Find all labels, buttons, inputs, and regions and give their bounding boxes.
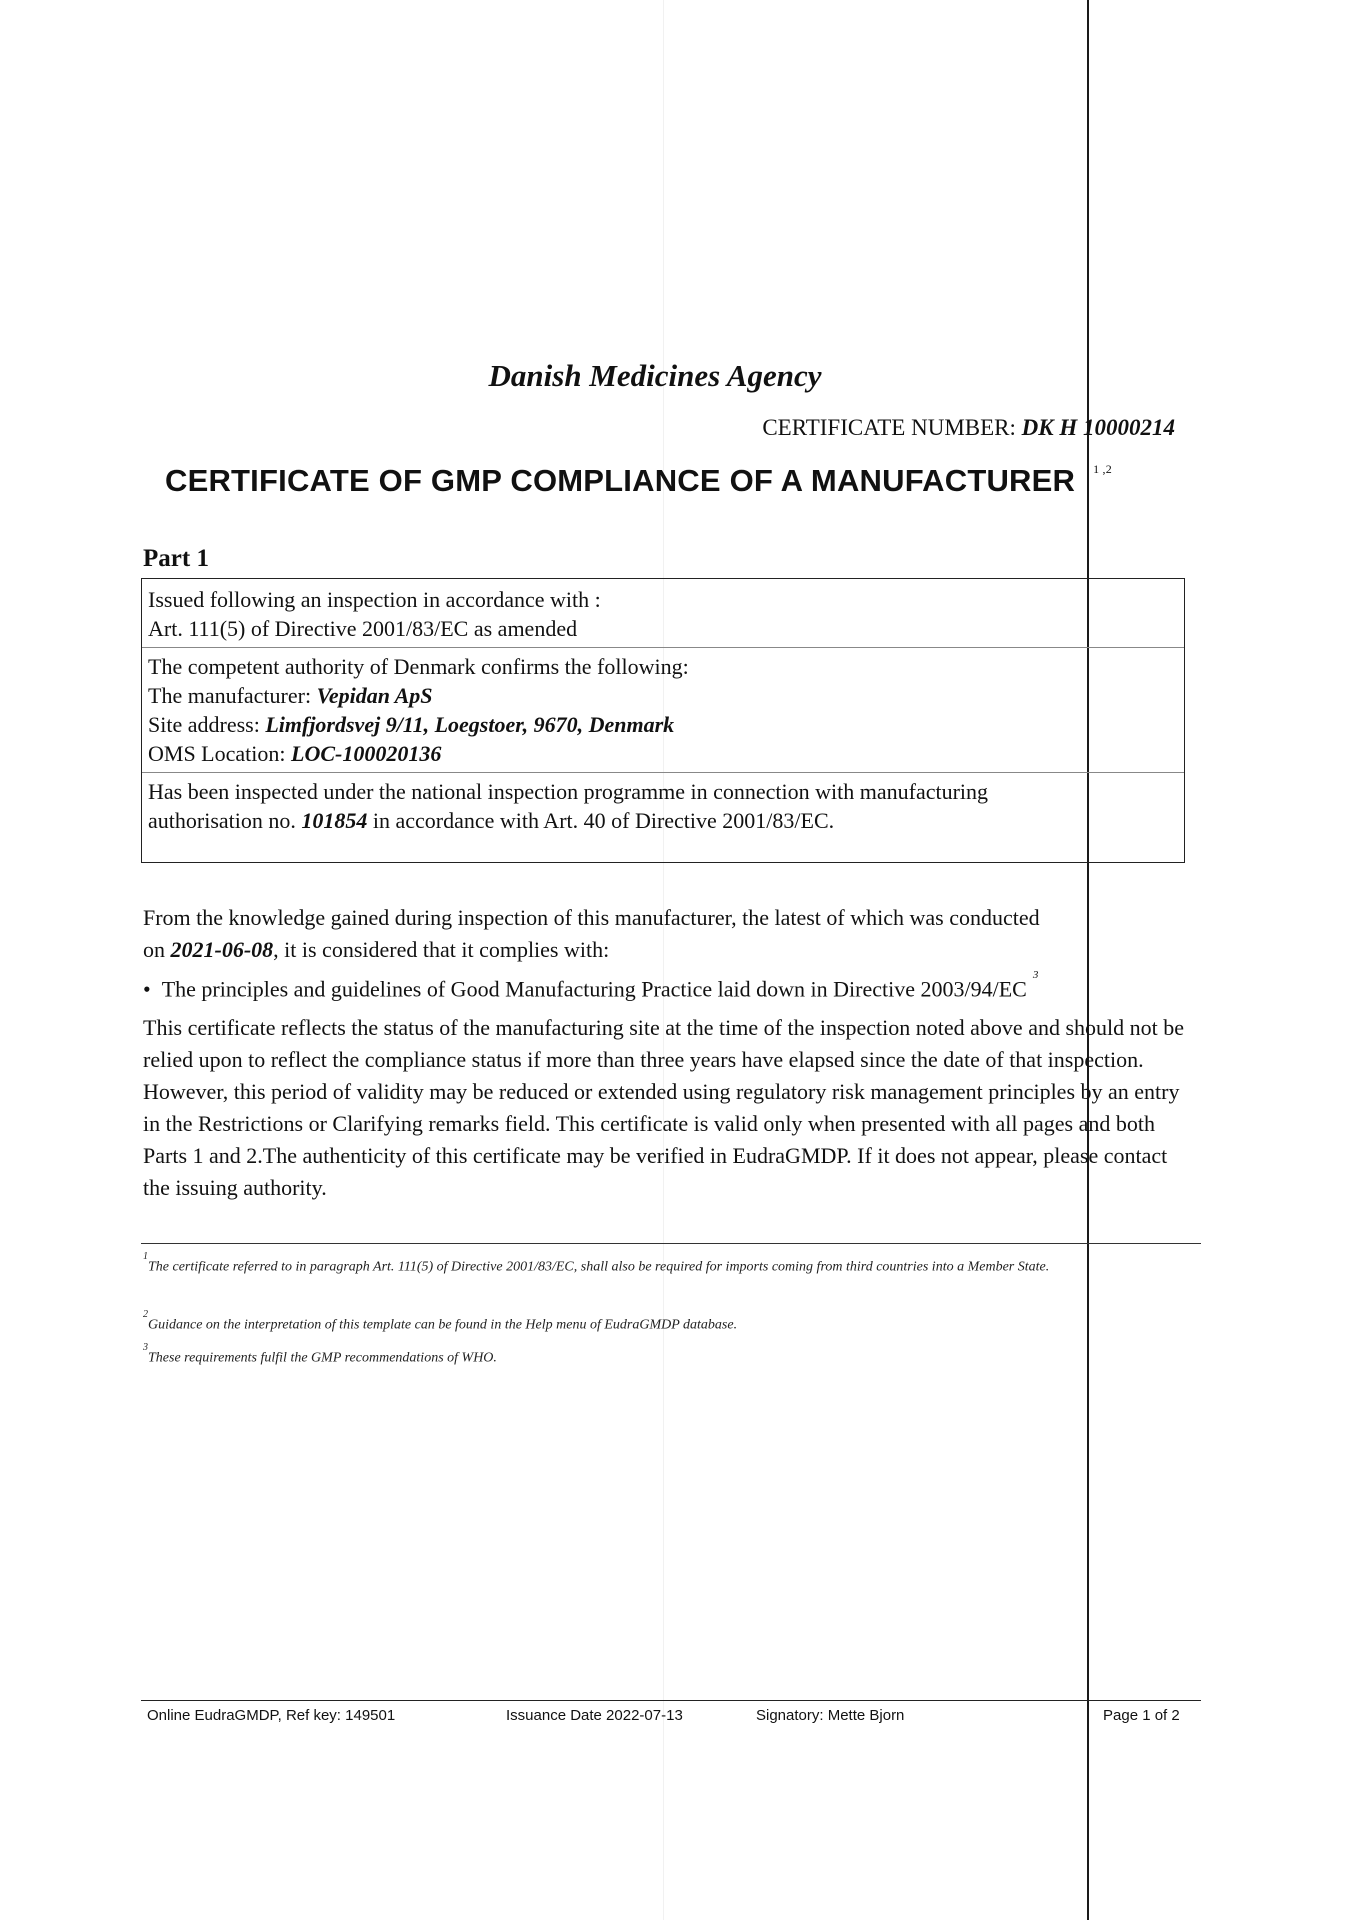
footer-page: Page 1 of 2 [1103, 1707, 1180, 1724]
footnote-3-num: 3 [143, 1342, 148, 1353]
footer-divider [141, 1700, 1201, 1701]
footnote-2-num: 2 [143, 1309, 148, 1320]
footnote-divider [141, 1243, 1201, 1244]
inspection-date: 2021-06-08 [170, 937, 274, 962]
knowledge-line-2 [143, 934, 1193, 966]
knowledge-on: on [143, 937, 165, 962]
footnote-1 [143, 1252, 1183, 1279]
oms-value: LOC-100020136 [291, 741, 442, 766]
part-label: Part 1 [143, 545, 209, 572]
issued-line-2: Art. 111(5) of Directive 2001/83/EC as amended [148, 616, 578, 641]
manufacturer-value: Vepidan ApS [316, 683, 433, 708]
footnote-2 [143, 1310, 1183, 1337]
footnote-3 [143, 1343, 1183, 1370]
bullet-item [143, 970, 1038, 1004]
box-divider [142, 772, 1184, 773]
footnote-1-num: 1 [143, 1251, 148, 1262]
oms-label: OMS Location: [148, 741, 286, 766]
document-title-wrap [165, 463, 1112, 499]
site-value: Limfjordsvej 9/11, Loegstoer, 9670, Denmark [265, 712, 675, 737]
footer-signatory: Signatory: Mette Bjorn [756, 1707, 905, 1724]
inspected-pre: authorisation no. [148, 808, 296, 833]
footnote-3-text: These requirements fulfil the GMP recommendations of WHO. [148, 1350, 497, 1366]
inspected-line-1: Has been inspected under the national inspection programme in connection with manufacturing [148, 779, 989, 804]
confirms-line: The competent authority of Denmark confirms the following: [148, 654, 689, 679]
certificate-number [762, 415, 1175, 441]
manufacturer-line [148, 681, 1178, 710]
bullet-footnote-ref: 3 [1032, 969, 1039, 981]
site-line [148, 710, 1178, 739]
authorisation-number: 101854 [301, 808, 368, 833]
manufacturer-label: The manufacturer: [148, 683, 312, 708]
box-divider [142, 647, 1184, 648]
oms-line [148, 739, 1178, 768]
footer-ref: Online EudraGMDP, Ref key: 149501 [147, 1707, 396, 1724]
title-footnote-ref: 1 ,2 [1093, 462, 1112, 476]
footer-issuance: Issuance Date 2022-07-13 [506, 1707, 683, 1724]
footnote-2-text: Guidance on the interpretation of this template can be found in the Help menu of EudraGMDP database. [148, 1317, 738, 1333]
knowledge-line-1: From the knowledge gained during inspection of this manufacturer, the latest of which was conducted [143, 905, 1040, 930]
inspected-line-2 [148, 806, 1178, 835]
site-label: Site address: [148, 712, 260, 737]
knowledge-post: , it is considered that it complies with: [273, 937, 610, 962]
certificate-number-value: DK H 10000214 [1021, 415, 1175, 440]
document-title: CERTIFICATE OF GMP COMPLIANCE OF A MANUFACTURER [165, 463, 1076, 498]
footnote-1-text: The certificate referred to in paragraph Art. 111(5) of Directive 2001/83/EC, shall also be required for imports coming from third countries into a Member State. [148, 1259, 1050, 1275]
part1-box [141, 578, 1185, 863]
inspected-post: in accordance with Art. 40 of Directive 2001/83/EC. [372, 808, 835, 833]
bullet-text: The principles and guidelines of Good Manufacturing Practice laid down in Directive 2003/94/EC [161, 976, 1027, 1002]
issued-line-1: Issued following an inspection in accordance with : [148, 587, 601, 612]
knowledge-paragraph [143, 902, 1193, 966]
agency-name: Danish Medicines Agency [488, 358, 822, 393]
certificate-number-label: CERTIFICATE NUMBER: [762, 415, 1016, 440]
validity-paragraph: This certificate reflects the status of the manufacturing site at the time of the inspection noted above and should not be relied upon to reflect the compliance status if more than three years have elapsed since the date of that inspection. However, this period of validity may be reduced or extended using regulatory risk management principles by an entry in the Restrictions or Clarifying remarks field. This certificate is valid only when presented with all pages and both Parts 1 and 2.The authenticity of this certificate may be verified in EudraGMDP. If it does not appear, please contact the issuing authority. [143, 1015, 1185, 1200]
bullet-dot: • [143, 976, 162, 1002]
